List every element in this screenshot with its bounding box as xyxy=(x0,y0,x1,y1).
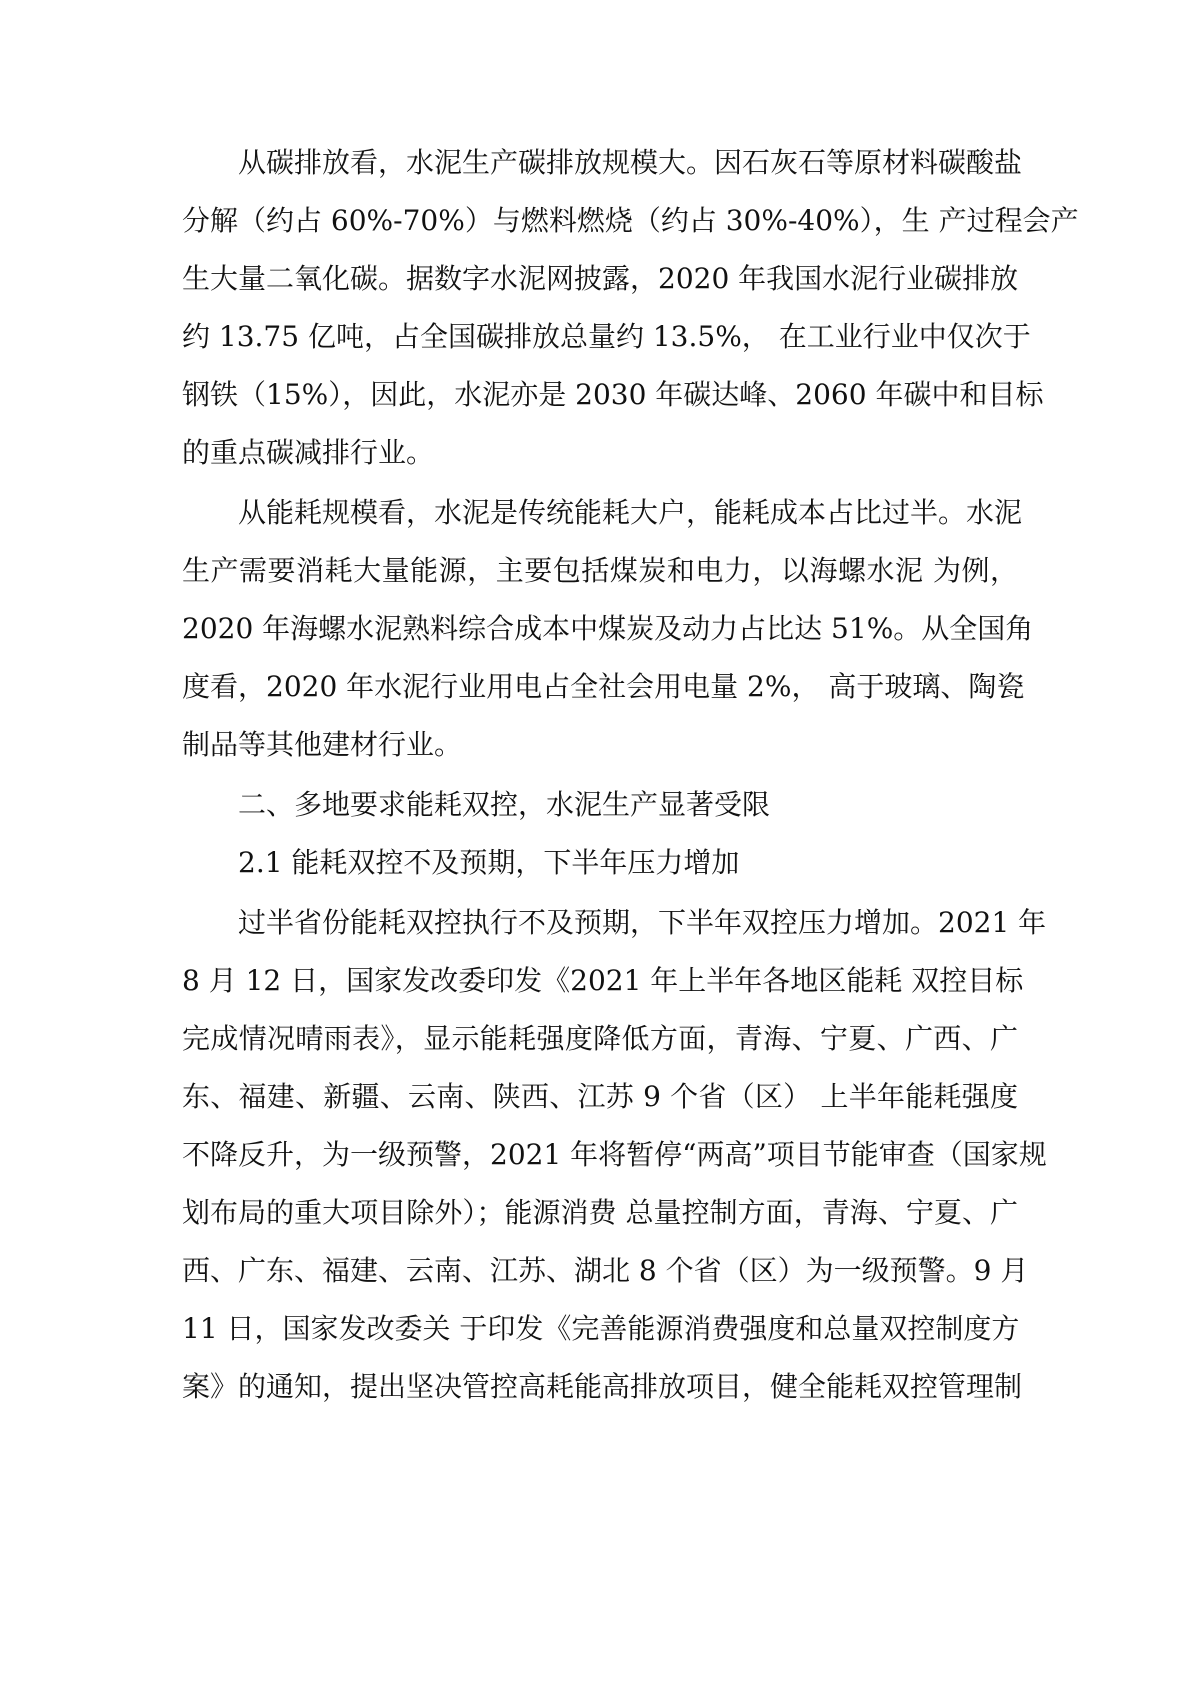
section-heading: 二、多地要求能耗双控，水泥生产显著受限 xyxy=(238,788,771,821)
paragraph-1-line-5: 钢铁（15%），因此，水泥亦是 2030 年碳达峰、2060 年碳中和目标 xyxy=(182,378,1044,411)
paragraph-3-line-4: 东、福建、新疆、云南、陕西、江苏 9 个省（区） 上半年能耗强度 xyxy=(182,1080,1018,1113)
paragraph-3-line-8: 11 日，国家发改委关 于印发《完善能源消费强度和总量双控制度方 xyxy=(182,1312,1020,1345)
paragraph-3-line-5: 不降反升，为一级预警，2021 年将暂停“两高”项目节能审查（国家规 xyxy=(182,1138,1047,1171)
paragraph-2-line-3: 2020 年海螺水泥熟料综合成本中煤炭及动力占比达 51%。从全国角 xyxy=(182,612,1034,645)
paragraph-2-line-4: 度看，2020 年水泥行业用电占全社会用电量 2%， 高于玻璃、陶瓷 xyxy=(182,670,1025,703)
paragraph-2-line-1: 从能耗规模看，水泥是传统能耗大户，能耗成本占比过半。水泥 xyxy=(238,496,1023,529)
paragraph-3-line-6: 划布局的重大项目除外）；能源消费 总量控制方面，青海、宁夏、广 xyxy=(182,1196,1018,1229)
paragraph-2-line-2: 生产需要消耗大量能源，主要包括煤炭和电力，以海螺水泥 为例， xyxy=(182,554,1018,587)
paragraph-3-line-3: 完成情况晴雨表》，显示能耗强度降低方面，青海、宁夏、广西、广 xyxy=(182,1022,1018,1055)
subsection-heading: 2.1 能耗双控不及预期，下半年压力增加 xyxy=(238,846,740,879)
paragraph-1-line-3: 生大量二氧化碳。据数字水泥网披露，2020 年我国水泥行业碳排放 xyxy=(182,262,1019,295)
paragraph-3-line-9: 案》的通知，提出坚决管控高耗能高排放项目，健全能耗双控管理制 xyxy=(182,1370,1023,1403)
paragraph-2-line-5: 制品等其他建材行业。 xyxy=(182,728,463,761)
paragraph-3-line-7: 西、广东、福建、云南、江苏、湖北 8 个省（区）为一级预警。9 月 xyxy=(182,1254,1029,1287)
paragraph-1-line-4: 约 13.75 亿吨，占全国碳排放总量约 13.5%， 在工业行业中仅次于 xyxy=(182,320,1031,353)
paragraph-3-line-1: 过半省份能耗双控执行不及预期，下半年双控压力增加。2021 年 xyxy=(238,906,1047,939)
paragraph-3-line-2: 8 月 12 日，国家发改委印发《2021 年上半年各地区能耗 双控目标 xyxy=(182,964,1024,997)
paragraph-1-line-6: 的重点碳减排行业。 xyxy=(182,436,435,469)
paragraph-1-line-2: 分解（约占 60%-70%）与燃料燃烧（约占 30%-40%），生 产过程会产 xyxy=(182,204,1079,237)
paragraph-1-line-1: 从碳排放看，水泥生产碳排放规模大。因石灰石等原材料碳酸盐 xyxy=(238,146,1023,179)
